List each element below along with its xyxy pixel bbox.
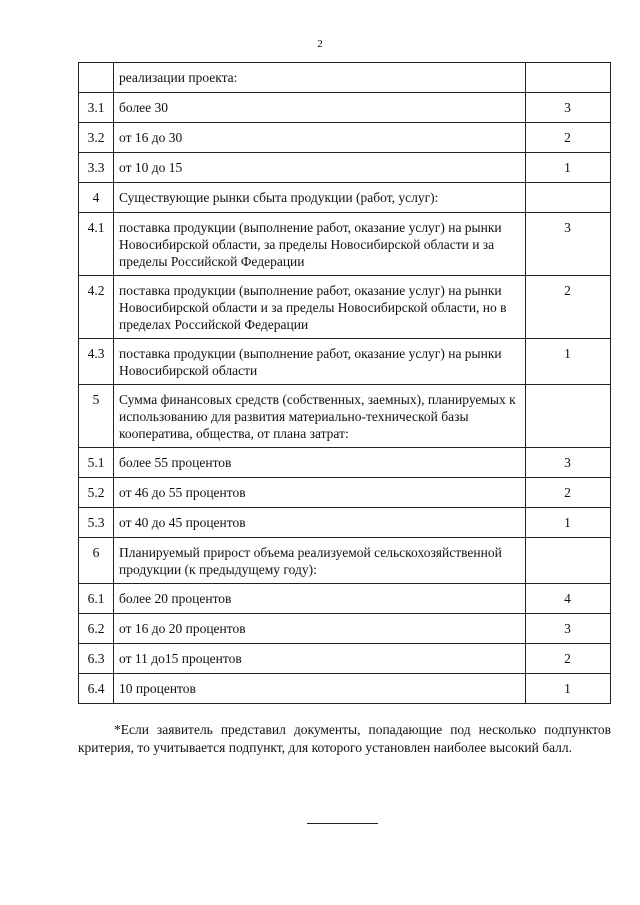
criterion-number: 6.1 xyxy=(79,584,114,614)
criterion-points: 3 xyxy=(526,448,611,478)
criteria-table xyxy=(78,62,611,704)
criterion-number xyxy=(79,63,114,93)
table-row xyxy=(79,508,611,538)
table-row xyxy=(79,93,611,123)
criterion-points xyxy=(526,538,611,584)
table-row xyxy=(79,584,611,614)
criterion-text: от 10 до 15 xyxy=(114,153,526,183)
criterion-text: Планируемый прирост объема реализуемой сельскохозяйственной продукции (к предыдущему году): xyxy=(114,538,526,584)
criterion-points xyxy=(526,385,611,448)
criterion-text: от 16 до 30 xyxy=(114,123,526,153)
criterion-text: от 16 до 20 процентов xyxy=(114,614,526,644)
criterion-number: 5 xyxy=(79,385,114,448)
criterion-text: Существующие рынки сбыта продукции (работ, услуг): xyxy=(114,183,526,213)
table-row xyxy=(79,538,611,584)
criterion-text: поставка продукции (выполнение работ, оказание услуг) на рынки Новосибирской области и за пределы Новосибирской области, но в пределах Российской Федерации xyxy=(114,276,526,339)
table-row xyxy=(79,63,611,93)
criterion-points: 1 xyxy=(526,674,611,704)
criterion-text: от 11 до15 процентов xyxy=(114,644,526,674)
criterion-number: 3.2 xyxy=(79,123,114,153)
criterion-number: 3.1 xyxy=(79,93,114,123)
criterion-points: 3 xyxy=(526,614,611,644)
table-row xyxy=(79,153,611,183)
criterion-points: 1 xyxy=(526,153,611,183)
table-row xyxy=(79,276,611,339)
criterion-points xyxy=(526,63,611,93)
criterion-number: 5.2 xyxy=(79,478,114,508)
criterion-points: 3 xyxy=(526,213,611,276)
table-row xyxy=(79,674,611,704)
table-row xyxy=(79,213,611,276)
table-row xyxy=(79,123,611,153)
criterion-text: 10 процентов xyxy=(114,674,526,704)
criterion-text: Сумма финансовых средств (собственных, заемных), планируемых к использованию для развития материально-технической базы кооператива, общества, от плана затрат: xyxy=(114,385,526,448)
criterion-points: 4 xyxy=(526,584,611,614)
criterion-points: 3 xyxy=(526,93,611,123)
criterion-text: более 20 процентов xyxy=(114,584,526,614)
criterion-number: 3.3 xyxy=(79,153,114,183)
criterion-points: 2 xyxy=(526,276,611,339)
end-rule xyxy=(307,823,378,824)
criterion-number: 6.4 xyxy=(79,674,114,704)
criterion-text: от 40 до 45 процентов xyxy=(114,508,526,538)
criterion-text: реализации проекта: xyxy=(114,63,526,93)
criterion-number: 4.1 xyxy=(79,213,114,276)
table-row xyxy=(79,183,611,213)
criterion-number: 4.3 xyxy=(79,339,114,385)
page-number: 2 xyxy=(317,38,323,50)
criterion-number: 4.2 xyxy=(79,276,114,339)
criterion-points: 1 xyxy=(526,508,611,538)
table-row xyxy=(79,339,611,385)
criterion-text: более 55 процентов xyxy=(114,448,526,478)
criterion-number: 4 xyxy=(79,183,114,213)
criterion-text: более 30 xyxy=(114,93,526,123)
table-row xyxy=(79,478,611,508)
footnote: *Если заявитель представил документы, попадающие под несколько подпунктов критерия, то учитывается подпункт, для которого установлен наиболее высокий балл. xyxy=(78,721,611,755)
criterion-points: 1 xyxy=(526,339,611,385)
table-row xyxy=(79,614,611,644)
table-row xyxy=(79,385,611,448)
criterion-points: 2 xyxy=(526,123,611,153)
table-row xyxy=(79,448,611,478)
criterion-number: 6 xyxy=(79,538,114,584)
criterion-text: поставка продукции (выполнение работ, оказание услуг) на рынки Новосибирской области xyxy=(114,339,526,385)
criterion-number: 5.1 xyxy=(79,448,114,478)
criterion-points: 2 xyxy=(526,478,611,508)
criterion-number: 5.3 xyxy=(79,508,114,538)
criterion-points: 2 xyxy=(526,644,611,674)
criterion-text: поставка продукции (выполнение работ, оказание услуг) на рынки Новосибирской области, за пределы Новосибирской области и за пределы Российской Федерации xyxy=(114,213,526,276)
criterion-text: от 46 до 55 процентов xyxy=(114,478,526,508)
criterion-number: 6.3 xyxy=(79,644,114,674)
criterion-points xyxy=(526,183,611,213)
criterion-number: 6.2 xyxy=(79,614,114,644)
table-row xyxy=(79,644,611,674)
